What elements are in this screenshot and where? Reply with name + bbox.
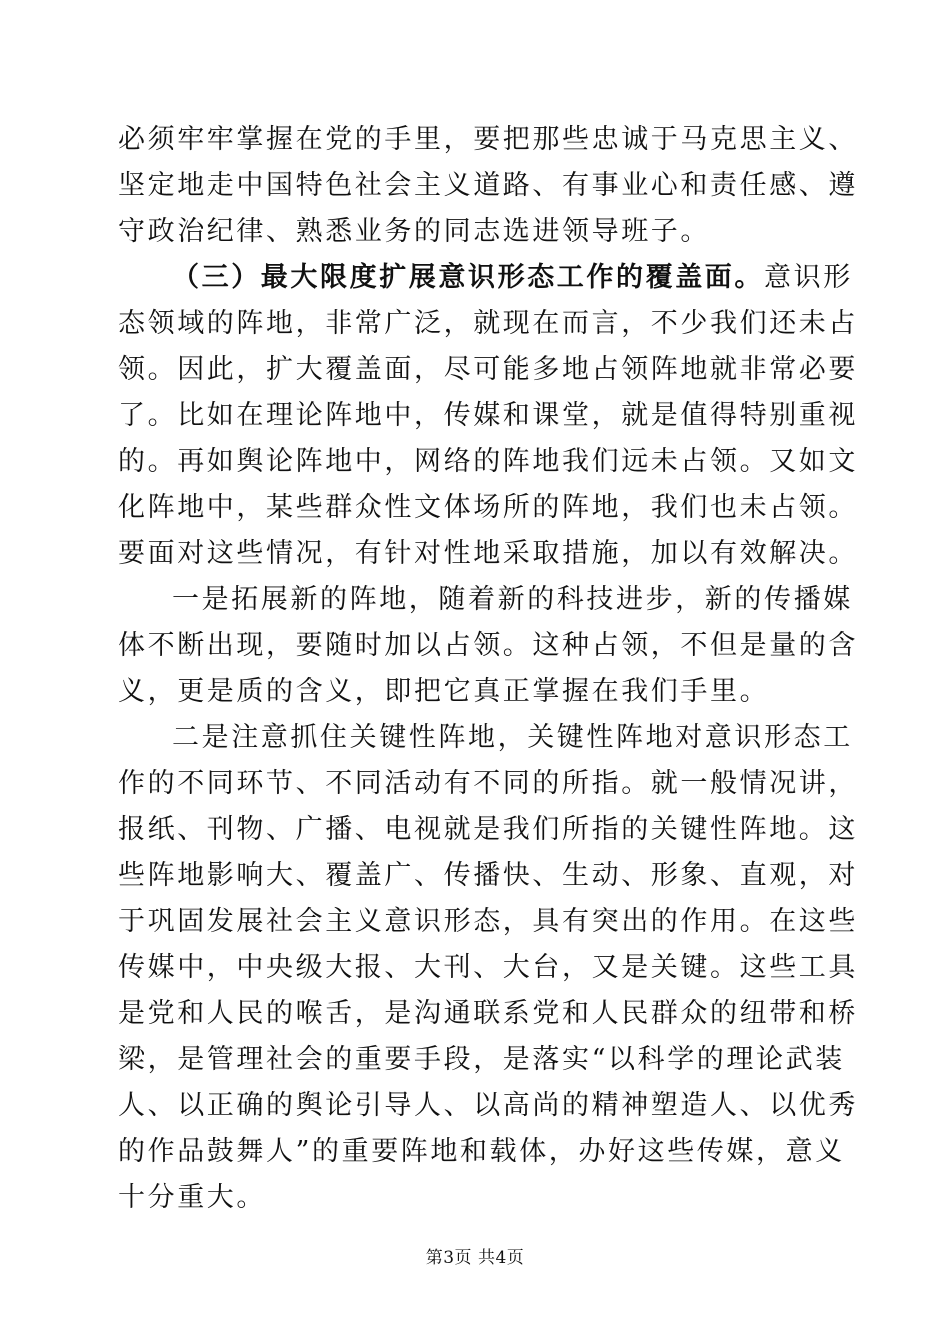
- body-line: 守政治纪律、熟悉业务的同志选进领导班子。: [118, 216, 710, 247]
- body-line: 的。再如舆论阵地中，网络的阵地我们远未占领。又如文: [118, 446, 858, 477]
- body-line: 必须牢牢掌握在党的手里，要把那些忠诚于马克思主义、: [118, 124, 858, 155]
- body-line: 坚定地走中国特色社会主义道路、有事业心和责任感、遵: [118, 170, 858, 201]
- body-line: 态领域的阵地，非常广泛，就现在而言，不少我们还未占: [118, 308, 858, 339]
- heading-continuation: 意识形: [764, 262, 853, 293]
- body-line: 二是注意抓住关键性阵地，关键性阵地对意识形态工: [172, 722, 853, 753]
- body-line: 义，更是质的含义，即把它真正掌握在我们手里。: [118, 676, 770, 707]
- body-line: 是党和人民的喉舌，是沟通联系党和人民群众的纽带和桥: [118, 998, 858, 1029]
- body-line: 传媒中，中央级大报、大刊、大台，又是关键。这些工具: [118, 952, 858, 983]
- body-line: 领。因此，扩大覆盖面，尽可能多地占领阵地就非常必要: [118, 354, 858, 385]
- page-number-footer: 第3页 共4页: [425, 1248, 525, 1268]
- body-line: 了。比如在理论阵地中，传媒和课堂，就是值得特别重视: [118, 400, 858, 431]
- body-line: 体不断出现，要随时加以占领。这种占领，不但是量的含: [118, 630, 858, 661]
- body-line: 梁，是管理社会的重要手段，是落实“以科学的理论武装: [118, 1044, 845, 1075]
- body-line: 作的不同环节、不同活动有不同的所指。就一般情况讲，: [118, 768, 858, 799]
- body-line: 于巩固发展社会主义意识形态，具有突出的作用。在这些: [118, 906, 858, 937]
- body-line: 化阵地中，某些群众性文体场所的阵地，我们也未占领。: [118, 492, 858, 523]
- body-line: 要面对这些情况，有针对性地采取措施，加以有效解决。: [118, 538, 858, 569]
- body-line: 的作品鼓舞人”的重要阵地和载体，办好这些传媒，意义: [118, 1136, 845, 1167]
- body-line: 十分重大。: [118, 1182, 266, 1213]
- body-line: 些阵地影响大、覆盖广、传播快、生动、形象、直观，对: [118, 860, 858, 891]
- body-line: 报纸、刊物、广播、电视就是我们所指的关键性阵地。这: [118, 814, 858, 845]
- body-line: 一是拓展新的阵地，随着新的科技进步，新的传播媒: [172, 584, 853, 615]
- body-line: 人、以正确的舆论引导人、以高尚的精神塑造人、以优秀: [118, 1090, 858, 1121]
- section-heading: （三）最大限度扩展意识形态工作的覆盖面。: [172, 262, 764, 293]
- section-heading-line: [172, 258, 853, 298]
